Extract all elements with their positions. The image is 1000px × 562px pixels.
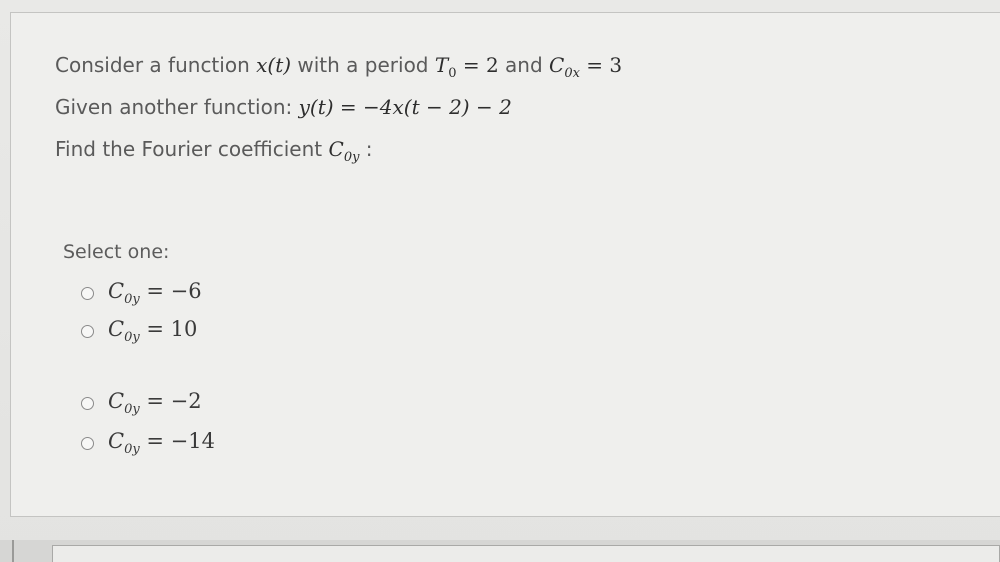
coefficient-subscript: 0x bbox=[564, 66, 580, 81]
option-label: $C_{0y} = -6$ bbox=[108, 279, 202, 308]
question-text: with a period bbox=[291, 53, 435, 77]
option-label: $C_{0y} = 10$ bbox=[108, 317, 198, 346]
question-text: and bbox=[498, 53, 550, 77]
previous-panel-edge bbox=[0, 540, 14, 562]
radio-button[interactable] bbox=[81, 397, 94, 410]
question-text: Consider a function bbox=[55, 53, 257, 77]
question-card bbox=[10, 12, 1000, 517]
question-text: : bbox=[359, 137, 373, 161]
coefficient-subscript: 0y bbox=[343, 150, 360, 165]
question-text: Given another function: bbox=[55, 95, 299, 119]
coefficient-symbol: C bbox=[328, 137, 344, 161]
coefficient-value: = 3 bbox=[579, 53, 623, 77]
select-one-label: Select one: bbox=[63, 241, 170, 263]
question-line-3 bbox=[55, 137, 373, 165]
option-label: $C_{0y} = -14$ bbox=[108, 429, 215, 458]
answer-option-1[interactable] bbox=[81, 279, 202, 307]
question-line-2 bbox=[55, 95, 512, 119]
option-label: $C_{0y} = -2$ bbox=[108, 389, 202, 418]
radio-button[interactable] bbox=[81, 325, 94, 338]
radio-button[interactable] bbox=[81, 437, 94, 450]
next-question-card bbox=[52, 545, 1000, 562]
radio-button[interactable] bbox=[81, 287, 94, 300]
period-subscript: 0 bbox=[448, 66, 457, 81]
answer-option-3[interactable] bbox=[81, 389, 202, 417]
function-y-expression: y(t) = −4x(t − 2) − 2 bbox=[298, 95, 512, 119]
coefficient-symbol: C bbox=[549, 53, 565, 77]
question-text: Find the Fourier coefficient bbox=[55, 137, 329, 161]
answer-option-4[interactable] bbox=[81, 429, 215, 457]
function-x: x(t) bbox=[256, 53, 292, 77]
period-symbol: T bbox=[434, 53, 449, 77]
answer-option-2[interactable] bbox=[81, 317, 197, 345]
period-value: = 2 bbox=[456, 53, 499, 77]
question-line-1 bbox=[55, 53, 622, 81]
